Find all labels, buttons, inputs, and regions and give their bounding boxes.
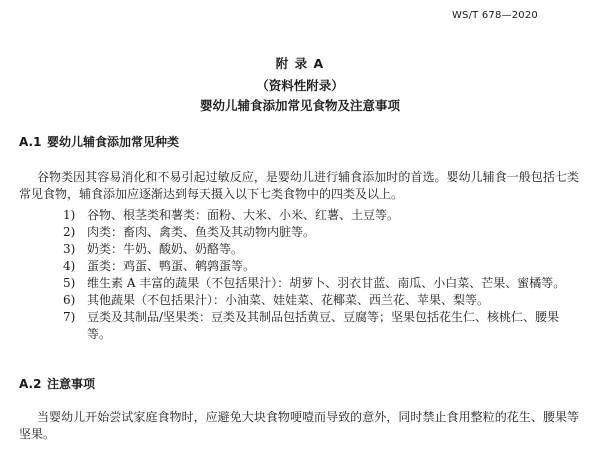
list-item-text: 肉类：畜肉、禽类、鱼类及其动物内脏等。 [87,225,316,239]
section-number: A.2 [19,377,42,391]
list-item-number: 4) [63,259,76,273]
list-item [19,309,579,342]
list-item [19,275,579,292]
standard-code: WS/T 678—2020 [451,10,538,21]
list-item-text: 豆类及其制品/坚果类：豆类及其制品包括黄豆、豆腐等；坚果包括花生仁、核桃仁、腰果等。 [87,310,560,341]
section-a2-paragraph: 当婴幼儿开始尝试家庭食物时，应避免大块食物哽噎而导致的意外，同时禁止食用整粒的花生、腰果等坚果。 [19,410,579,441]
annex-title: 附 录 A [275,56,325,71]
list-item [19,258,579,275]
list-item-number: 1) [63,208,76,222]
list-item-text: 奶类：牛奶、酸奶、奶酪等。 [87,242,244,256]
list-item-number: 7) [63,310,76,324]
list-item [19,292,579,309]
list-item-number: 6) [63,293,76,307]
list-item-text: 谷物、根茎类和薯类：面粉、大米、小米、红薯、土豆等。 [87,208,400,222]
list-item-text: 维生素 A 丰富的蔬果（不包括果汁）：胡萝卜、羽衣甘蓝、南瓜、小白菜、芒果、蜜橘等。 [87,276,566,290]
section-a1-paragraph: 谷物类因其容易消化和不易引起过敏反应，是婴幼儿进行辅食添加时的首选。婴幼儿辅食一般包括七类常见食物，辅食添加应逐渐达到每天摄入以下七类食物中的四类及以上。 [19,170,579,201]
list-item-text: 其他蔬果（不包括果汁）：小油菜、娃娃菜、花椰菜、西兰花、苹果、梨等。 [87,293,490,307]
list-item-text: 蛋类：鸡蛋、鸭蛋、鹌鹑蛋等。 [87,259,256,273]
section-heading-a1 [19,134,179,150]
section-title: 注意事项 [47,377,96,391]
list-item-number: 5) [63,276,76,290]
section-number: A.1 [19,135,42,149]
section-title: 婴幼儿辅食添加常见种类 [47,135,180,149]
list-item [19,207,579,224]
food-category-list [19,207,579,343]
list-item-number: 2) [63,225,76,239]
list-item-number: 3) [63,242,76,256]
annex-heading: 婴幼儿辅食添加常见食物及注意事项 [199,98,400,113]
list-item [19,241,579,258]
section-heading-a2 [19,376,95,392]
annex-subtitle: （资料性附录） [256,78,344,93]
list-item [19,224,579,241]
